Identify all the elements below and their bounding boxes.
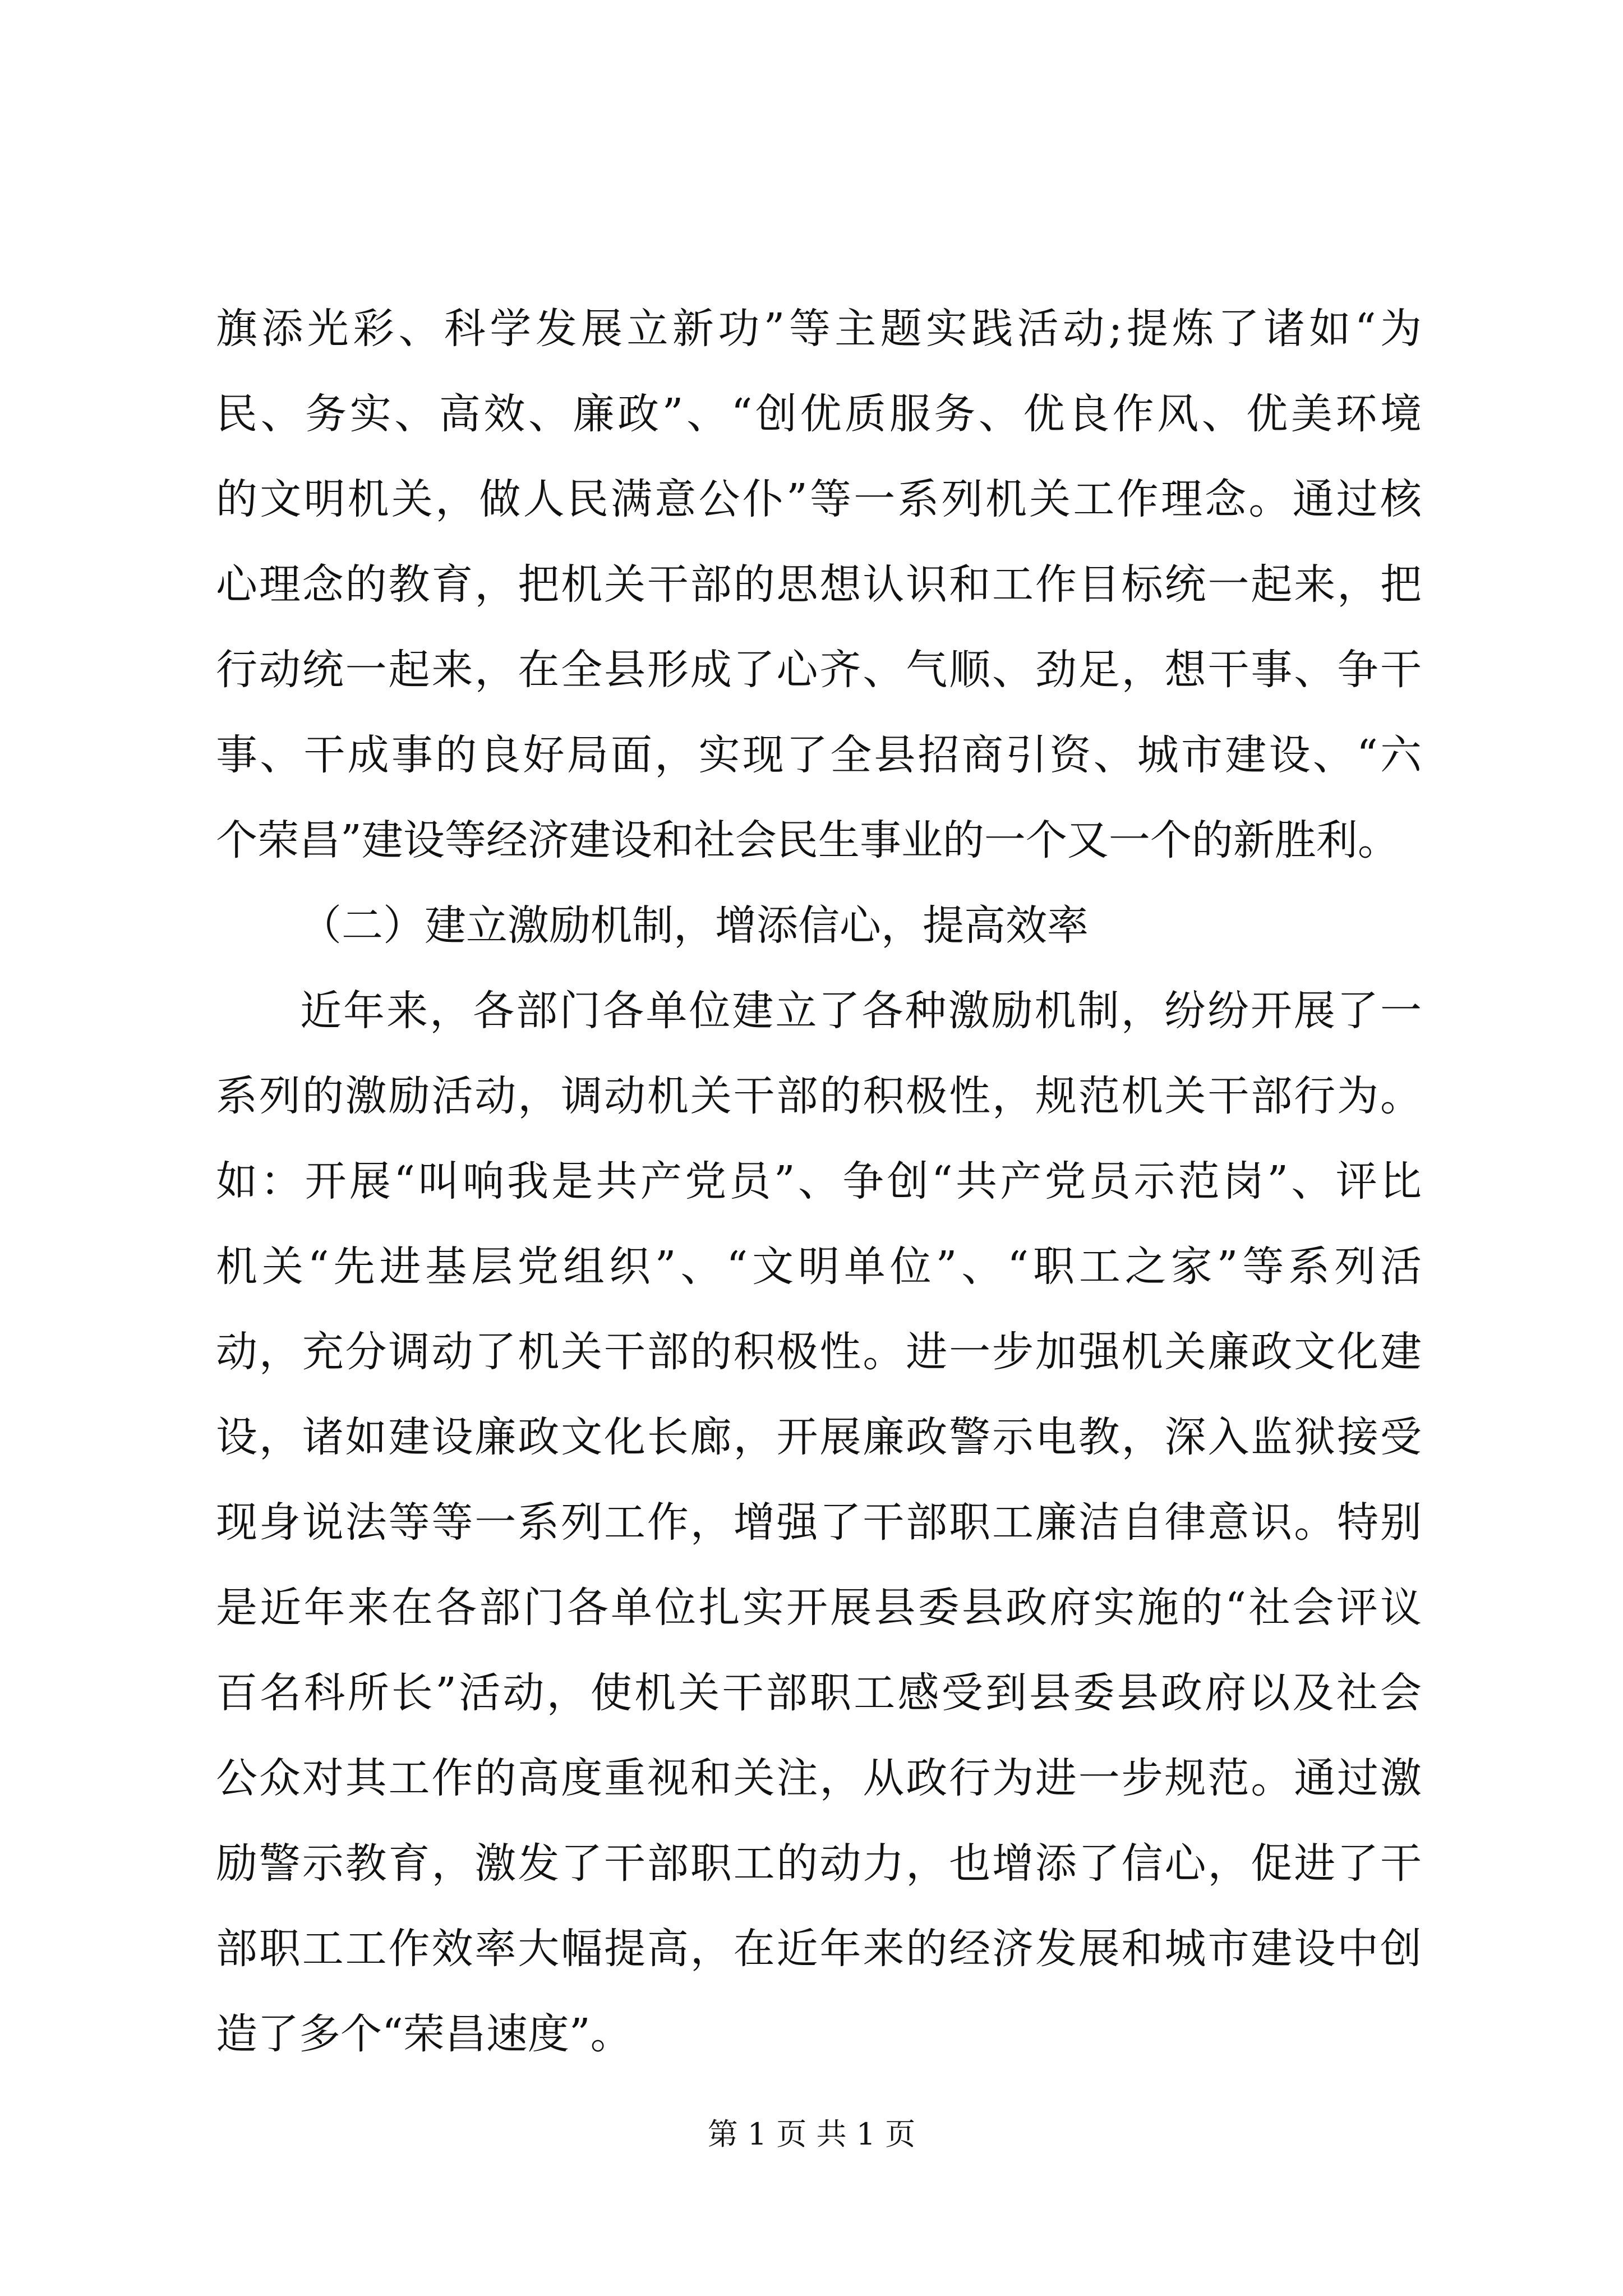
paragraph-line: 行动统一起来，在全县形成了心齐、气顺、劲足，想干事、争干	[216, 646, 1422, 694]
paragraph-line: 是近年来在各部门各单位扎实开展县委县政府实施的“社会评议	[216, 1584, 1422, 1632]
paragraph-line: 现身说法等等一系列工作，增强了干部职工廉洁自律意识。特别	[216, 1498, 1422, 1547]
paragraph-line: 系列的激励活动，调动机关干部的积极性，规范机关干部行为。	[216, 1072, 1422, 1120]
paragraph-line: 公众对其工作的高度重视和关注，从政行为进一步规范。通过激	[216, 1754, 1422, 1802]
paragraph-line: 近年来，各部门各单位建立了各种激励机制，纷纷开展了一	[300, 987, 1422, 1035]
paragraph-line: 百名科所长”活动，使机关干部职工感受到县委县政府以及社会	[216, 1669, 1422, 1717]
paragraph-line: 部职工工作效率大幅提高，在近年来的经济发展和城市建设中创	[216, 1925, 1422, 1973]
paragraph-line: 民、务实、高效、廉政”、“创优质服务、优良作风、优美环境	[216, 390, 1422, 438]
paragraph-line: 动，充分调动了机关干部的积极性。进一步加强机关廉政文化建	[216, 1328, 1422, 1376]
paragraph-line: 机关“先进基层党组织”、“文明单位”、“职工之家”等系列活	[216, 1243, 1422, 1291]
paragraph-line: 造了多个“荣昌速度”。	[216, 2010, 632, 2058]
paragraph-line: 事、干成事的良好局面，实现了全县招商引资、城市建设、“六	[216, 731, 1422, 779]
paragraph-line: 设，诸如建设廉政文化长廊，开展廉政警示电教，深入监狱接受	[216, 1413, 1422, 1461]
paragraph-line: 心理念的教育，把机关干部的思想认识和工作目标统一起来，把	[216, 560, 1422, 609]
document-body	[216, 286, 1422, 2077]
paragraph-line: 如：开展“叫响我是共产党员”、争创“共产党员示范岗”、评比	[216, 1157, 1422, 1205]
section-heading: （二）建立激励机制，增添信心，提高效率	[300, 901, 1089, 950]
page-footer: 第 1 页 共 1 页	[707, 2116, 916, 2152]
paragraph-line: 个荣昌”建设等经济建设和社会民生事业的一个又一个的新胜利。	[216, 816, 1399, 864]
paragraph-line: 旗添光彩、科学发展立新功”等主题实践活动;提炼了诸如“为	[216, 305, 1422, 353]
paragraph-line: 励警示教育，激发了干部职工的动力，也增添了信心，促进了干	[216, 1839, 1422, 1888]
paragraph-line: 的文明机关，做人民满意公仆”等一系列机关工作理念。通过核	[216, 475, 1422, 523]
